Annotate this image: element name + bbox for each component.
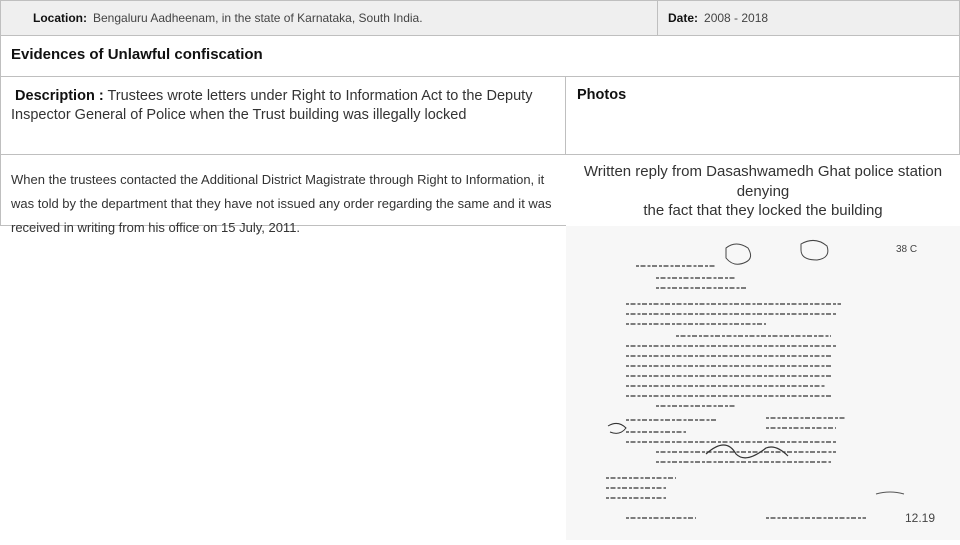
body-cell: [0, 154, 566, 235]
photo-caption-line1: Written reply from Dasashwamedh Ghat police station denying: [583, 163, 943, 200]
description-cell: [0, 76, 566, 155]
page-number: 12.19: [905, 511, 936, 525]
section-title-cell: [0, 35, 960, 77]
photos-cell: [565, 76, 960, 155]
photos-label: Photos: [577, 87, 627, 103]
location-value: Bengaluru Aadheenam, in the state of Karnataka, South India.: [93, 11, 423, 25]
section-title: Evidences of Unlawful confiscation: [11, 46, 263, 63]
description-label: Description :: [15, 88, 104, 104]
scanned-letter-image: [566, 226, 960, 540]
date-label: Date:: [668, 11, 699, 25]
scanned-letter-icon: [566, 226, 960, 540]
location-text: [33, 11, 423, 25]
date-value: 2008 - 2018: [704, 11, 769, 25]
stamp-text: 38 C: [896, 244, 918, 255]
date-text: [668, 11, 768, 25]
location-cell: [0, 0, 658, 36]
date-cell: [657, 0, 960, 36]
photo-caption-line2: the fact that they locked the building: [643, 202, 883, 219]
location-label: Location:: [33, 11, 87, 25]
body-text: When the trustees contacted the Additional District Magistrate through Right to Information, it was told by the department that they have not issued any order regarding the same and it was received in writing from his office on 15 July, 2011.: [11, 172, 552, 235]
description: [11, 87, 559, 125]
description-text: Trustees wrote letters under Right to Information Act to the Deputy Inspector General of Police when the Trust building was illegally locked: [11, 88, 533, 123]
photo-caption: [566, 162, 960, 221]
